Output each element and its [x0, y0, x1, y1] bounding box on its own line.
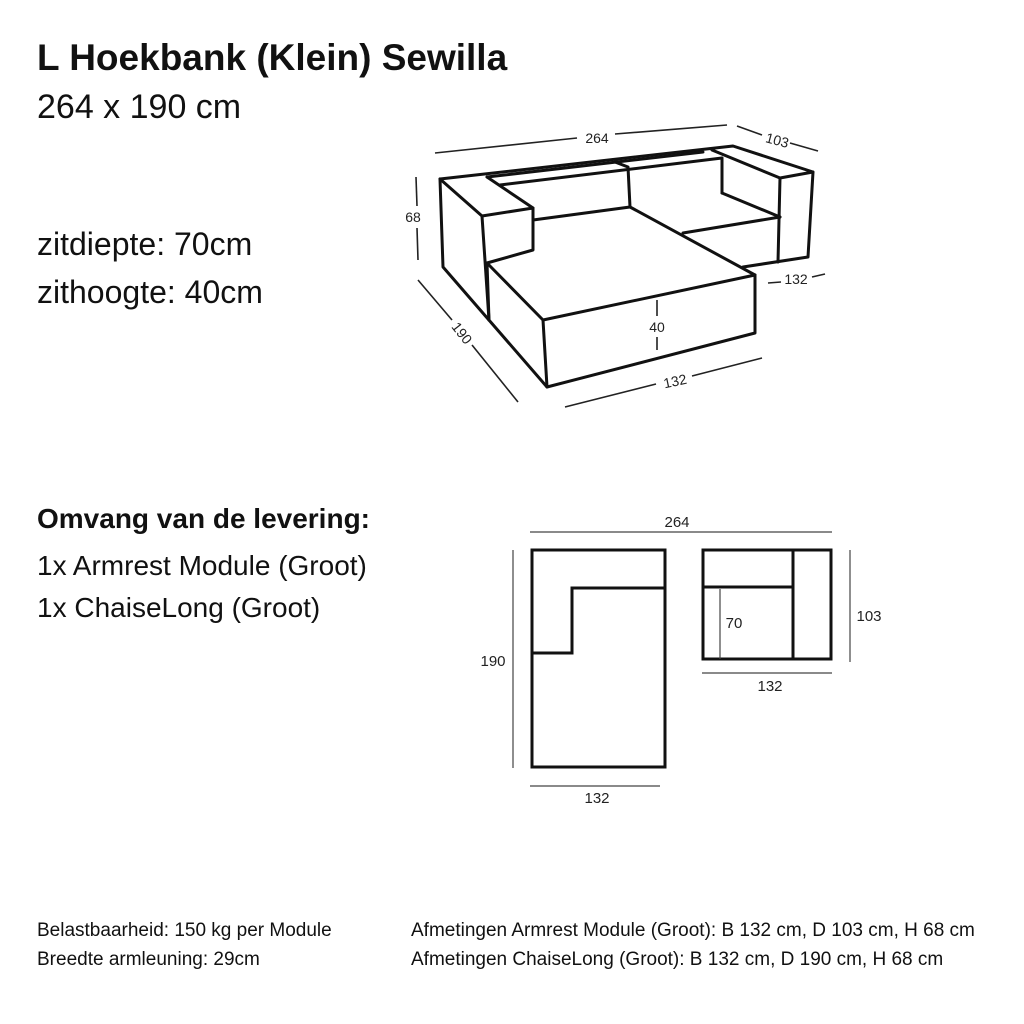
seat-depth: zitdiepte: 70cm [37, 226, 253, 262]
top-armrest-depth-label: 103 [856, 608, 882, 625]
load-capacity: Belastbaarheid: 150 kg per Module [37, 920, 332, 941]
iso-height-label: 68 [405, 209, 421, 225]
top-total-width-label: 264 [664, 514, 690, 531]
delivery-item: 1x Armrest Module (Groot) [37, 550, 367, 581]
iso-seat-height-label: 40 [649, 319, 665, 335]
seat-height: zithoogte: 40cm [37, 274, 263, 310]
top-seat-depth-label: 70 [725, 615, 743, 632]
delivery-item: 1x ChaiseLong (Groot) [37, 592, 321, 623]
chaise-top-outline [532, 550, 665, 767]
iso-sofa-drawing [440, 146, 813, 387]
iso-depth-label: 103 [763, 129, 791, 151]
top-chaise-width-label: 132 [584, 790, 610, 807]
delivery-heading: Omvang van de levering: [37, 503, 370, 534]
armrest-width: Breedte armleuning: 29cm [37, 949, 260, 970]
top-armrest-width-label: 132 [757, 678, 783, 695]
armrest-top-outline [703, 550, 831, 659]
armrest-module-dimensions: Afmetingen Armrest Module (Groot): B 132 cm, D 103 cm, H 68 cm [411, 920, 975, 941]
product-dimensions: 264 x 190 cm [37, 88, 242, 126]
iso-dimension-lines [416, 125, 825, 407]
product-title: L Hoekbank (Klein) Sewilla [37, 37, 508, 78]
iso-chaise-width-label: 132 [661, 370, 689, 392]
top-chaise-length-label: 190 [480, 653, 506, 670]
top-view-drawing [532, 550, 831, 767]
chaise-dimensions: Afmetingen ChaiseLong (Groot): B 132 cm, D 190 cm, H 68 cm [411, 949, 944, 970]
iso-width-label: 264 [585, 130, 609, 146]
iso-right-width-label: 132 [784, 271, 808, 287]
iso-length-label: 190 [448, 318, 476, 348]
